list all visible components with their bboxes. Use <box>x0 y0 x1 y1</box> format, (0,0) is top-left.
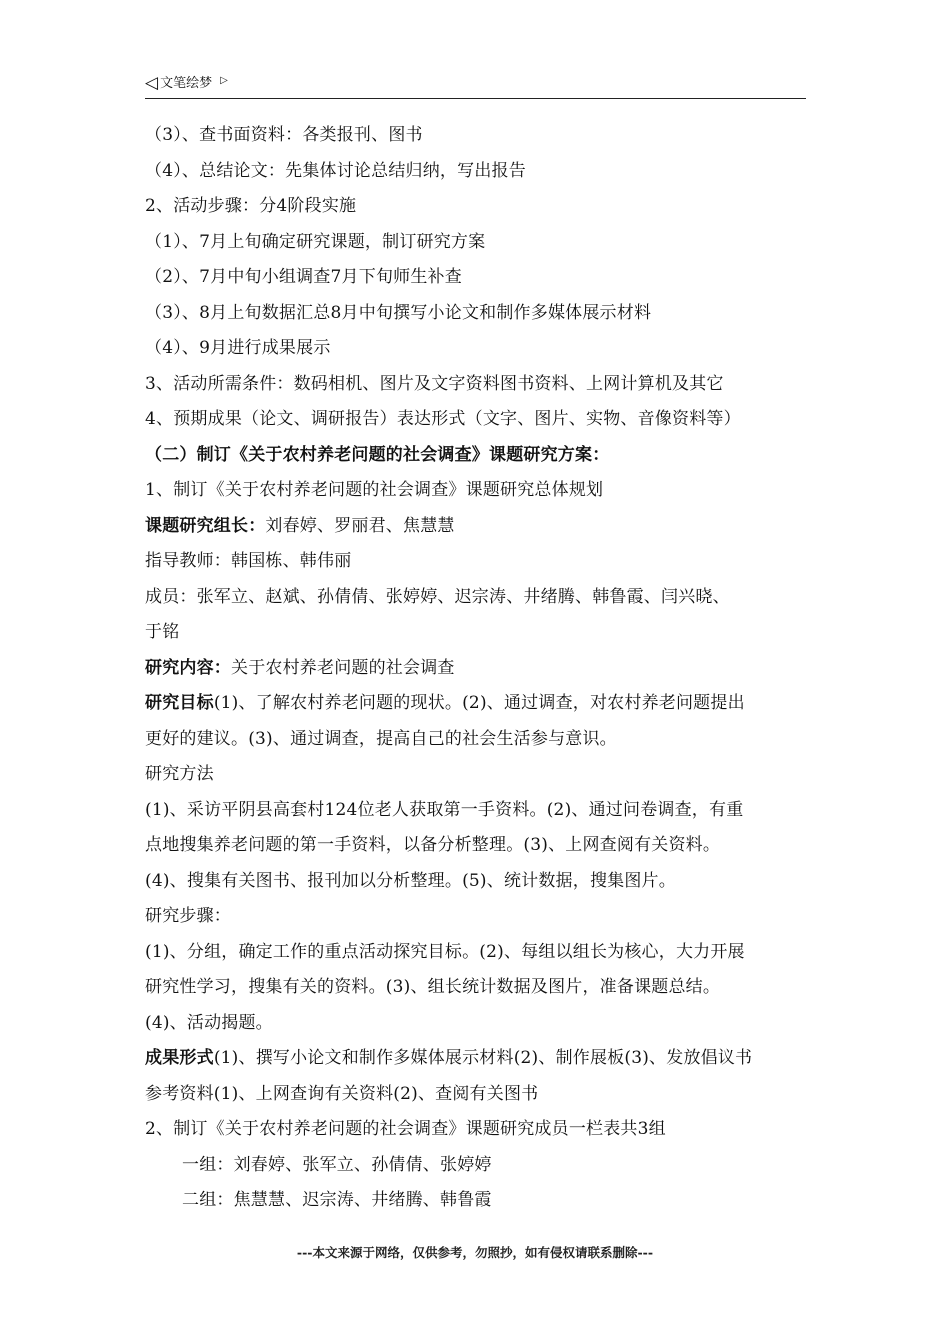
document-body <box>145 118 807 1219</box>
field-value: (1)、撰写小论文和制作多媒体展示材料(2)、制作展板(3)、发放倡议书 <box>213 1048 753 1068</box>
text-line: 研究方法 <box>145 764 214 784</box>
field-label: 课题研究组长： <box>145 515 266 536</box>
text-line: 成员：张军立、赵斌、孙倩倩、张婷婷、迟宗涛、井绪腾、韩鲁霞、闫兴晓、 <box>145 586 730 607</box>
text-line <box>145 1041 807 1077</box>
text-line: 一组：刘春婷、张军立、孙倩倩、张婷婷 <box>182 1154 492 1175</box>
header-brand: 文笔绘梦 <box>160 76 213 91</box>
field-value: (1)、了解农村养老问题的现状。(2)、通过调查，对农村养老问题提出 <box>213 693 745 713</box>
text-line: 1、制订《关于农村养老问题的社会调查》课题研究总体规划 <box>145 480 604 500</box>
text-line: 参考资料(1)、上网查询有关资料(2)、查阅有关图书 <box>145 1083 539 1104</box>
section-heading: （二）制订《关于农村养老问题的社会调查》课题研究方案： <box>145 444 610 465</box>
text-line: 3、活动所需条件：数码相机、图片及文字资料图书资料、上网计算机及其它 <box>145 373 724 394</box>
text-line: （4）、9月进行成果展示 <box>145 338 331 358</box>
text-line: （3）、8月上旬数据汇总8月中旬撰写小论文和制作多媒体展示材料 <box>145 302 652 323</box>
triangle-right-icon: ▷ <box>220 75 228 86</box>
text-line: （4）、总结论文：先集体讨论总结归纳，写出报告 <box>145 160 526 181</box>
text-line: （1）、7月上旬确定研究课题，制订研究方案 <box>145 231 486 252</box>
text-line: 2、活动步骤：分4阶段实施 <box>145 196 357 216</box>
field-value: 刘春婷、罗丽君、焦慧慧 <box>265 515 455 536</box>
text-line: 2、制订《关于农村养老问题的社会调查》课题研究成员一栏表共3组 <box>145 1119 666 1139</box>
text-line: 研究步骤： <box>145 906 231 926</box>
page-header <box>145 74 806 99</box>
text-line: 4、预期成果（论文、调研报告）表达形式（文字、图片、实物、音像资料等） <box>145 409 741 429</box>
text-line: 指导教师：韩国栋、韩伟丽 <box>145 551 352 571</box>
text-line <box>145 509 807 545</box>
text-line: (1)、采访平阴县高套村124位老人获取第一手资料。(2)、通过问卷调查，有重 <box>145 799 744 820</box>
field-label: 成果形式 <box>145 1048 214 1068</box>
text-line: (4)、搜集有关图书、报刊加以分析整理。(5)、统计数据，搜集图片。 <box>145 870 676 891</box>
text-line: 点地搜集养老问题的第一手资料，以备分析整理。(3)、上网查阅有关资料。 <box>145 835 721 855</box>
field-label: 研究目标 <box>145 693 214 713</box>
text-line: (4)、活动揭题。 <box>145 1012 273 1033</box>
text-line: （2）、7月中旬小组调查7月下旬师生补查 <box>145 267 462 287</box>
triangle-left-icon: ◁ <box>145 73 159 93</box>
text-line: (1)、分组，确定工作的重点活动探究目标。(2)、每组以组长为核心，大力开展 <box>145 941 745 962</box>
text-line: 更好的建议。(3)、通过调查，提高自己的社会生活参与意识。 <box>145 728 617 749</box>
text-line <box>145 686 807 722</box>
text-line <box>145 651 807 687</box>
text-line: （3）、查书面资料：各类报刊、图书 <box>145 125 423 145</box>
field-label: 研究内容： <box>145 657 231 678</box>
text-line: 于铭 <box>145 622 180 642</box>
text-line: 二组：焦慧慧、迟宗涛、井绪腾、韩鲁霞 <box>182 1190 492 1210</box>
text-line: 研究性学习，搜集有关的资料。(3)、组长统计数据及图片，准备课题总结。 <box>145 977 721 997</box>
page-footer: ---本文来源于网络，仅供参考，勿照抄，如有侵权请联系删除--- <box>296 1245 654 1260</box>
field-value: 关于农村养老问题的社会调查 <box>231 657 455 678</box>
